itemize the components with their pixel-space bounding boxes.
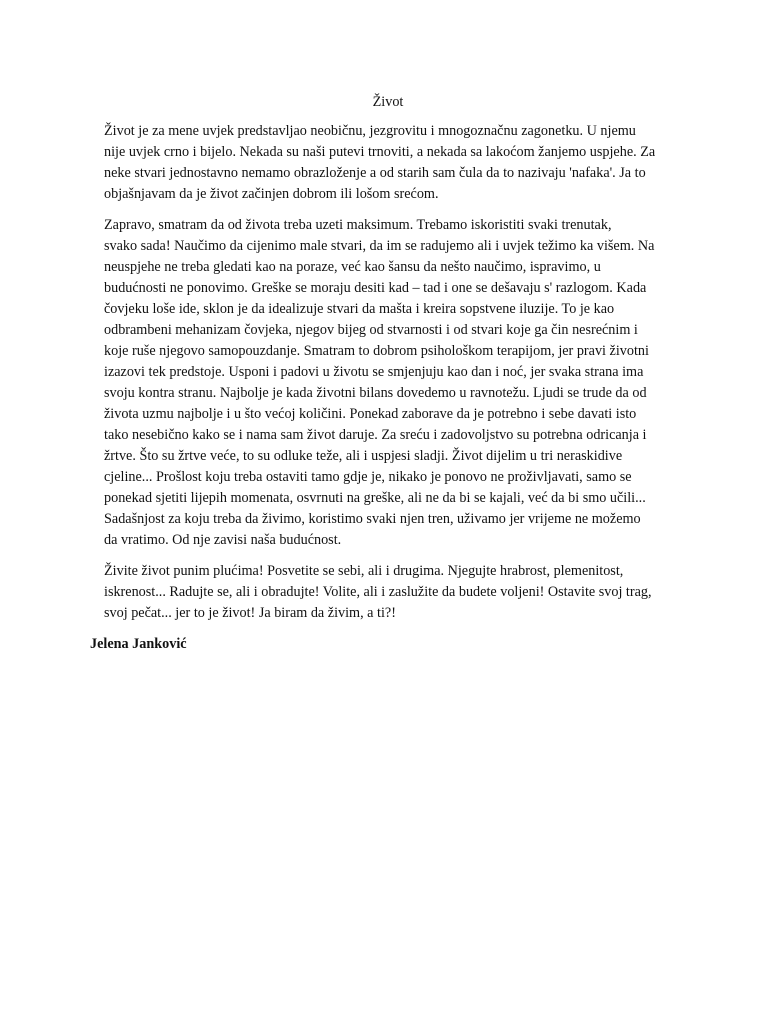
- paragraph-line: svako sada! Naučimo da cijenimo male stvari, da im se radujemo ali i uvjek težimo ka višem. Na: [104, 238, 655, 254]
- paragraph-line: svoj pečat... jer to je život! Ja biram da živim, a ti?!: [104, 605, 396, 621]
- paragraph: [90, 561, 686, 624]
- paragraph-line: života uzmu najbolje i u što većoj količini. Ponekad zaborave da je potrebno i sebe davati isto: [104, 406, 637, 422]
- paragraph-line: Živite život punim plućima! Posvetite se sebi, ali i drugima. Njegujte hrabrost, plemenitost,: [104, 563, 624, 579]
- paragraph-line: Zapravo, smatram da od života treba uzeti maksimum. Trebamo iskoristiti svaki trenutak,: [104, 217, 612, 233]
- paragraph: [90, 121, 686, 205]
- paragraph: [90, 215, 686, 551]
- paragraph-line: Život je za mene uvjek predstavljao neobičnu, jezgrovitu i mnogoznačnu zagonetku. U njemu: [104, 123, 636, 139]
- paragraph-line: Sadašnjost za koju treba da živimo, koristimo svaki njen tren, uživamo jer vrijeme ne možemo: [104, 511, 641, 527]
- document-title: Život: [372, 94, 404, 110]
- paragraph-line: cjeline... Prošlost koju treba ostaviti tamo gdje je, nikako je ponovo ne proživljavati, samo se: [104, 469, 632, 485]
- paragraph-line: žrtve. Što su žrtve veće, to su odluke teže, ali i uspjesi sladji. Život dijelim u tri neraskidive: [104, 448, 623, 464]
- paragraph-line: iskrenost... Radujte se, ali i obradujte! Volite, ali i zaslužite da budete voljeni! Ostavite svoj trag,: [104, 584, 652, 600]
- paragraph-line: čovjeku loše ide, sklon je da idealizuje stvari da mašta i kreira sopstvene iluzije. To je kao: [104, 301, 615, 317]
- paragraph-line: ponekad sjetiti lijepih momenata, osvrnuti na greške, ali ne da bi se kajali, već da bi smo učili...: [104, 490, 646, 506]
- paragraph-line: izazovi tek predstoje. Usponi i padovi u životu se smjenjuju kao dan i noć, jer svaka strana ima: [104, 364, 644, 380]
- paragraph-line: budućnosti ne ponovimo. Greške se moraju desiti kad – tad i one se dešavaju s' razlogom. Kada: [104, 280, 647, 296]
- paragraph-line: odbrambeni mehanizam čovjeka, njegov bijeg od stvarnosti i od stvari koje ga čin nesrećnim i: [104, 322, 638, 338]
- paragraph-line: svoju kontra stranu. Najbolje je kada životni bilans dovedemo u ravnotežu. Ljudi se trude da od: [104, 385, 647, 401]
- document-page: [90, 92, 686, 655]
- document-body: [90, 121, 686, 624]
- author-signature: Jelena Janković: [90, 636, 187, 652]
- paragraph-line: tako nesebično kako se i nama sam život daruje. Za sreću i zadovoljstvo su potrebna odricanja i: [104, 427, 647, 443]
- paragraph-line: neke stvari jednostavno nemamo obrazloženje a od starih sam čula da to nazivaju 'nafaka'. Ja to: [104, 165, 646, 181]
- paragraph-line: neuspjehe ne treba gledati kao na poraze, već kao šansu da nešto naučimo, ispravimo, u: [104, 259, 601, 275]
- paragraph-line: objašnjavam da je život začinjen dobrom ili lošom srećom.: [104, 186, 439, 202]
- paragraph-line: koje ruše njegovo samopouzdanje. Smatram to dobrom psihološkom terapijom, jer pravi životni: [104, 343, 649, 359]
- paragraph-line: da vratimo. Od nje zavisi naša budućnost.: [104, 532, 342, 548]
- paragraph-line: nije uvjek crno i bijelo. Nekada su naši putevi trnoviti, a nekada sa lakoćom žanjemo uspjehe. Za: [104, 144, 656, 160]
